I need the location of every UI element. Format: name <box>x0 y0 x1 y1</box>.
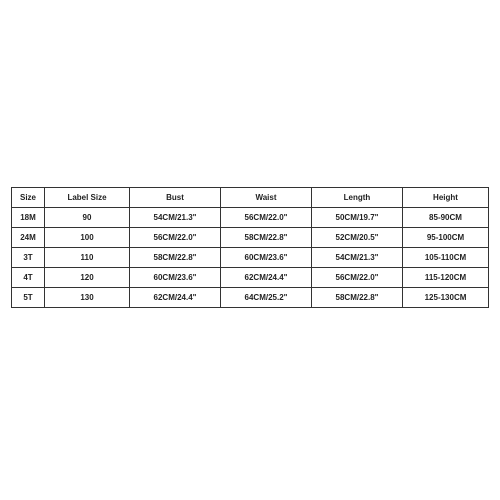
cell-height: 125-130CM <box>403 288 489 308</box>
cell-height: 115-120CM <box>403 268 489 288</box>
cell-size: 3T <box>12 248 45 268</box>
cell-waist: 58CM/22.8" <box>221 228 312 248</box>
header-waist: Waist <box>221 188 312 208</box>
cell-label-size: 100 <box>45 228 130 248</box>
table-row <box>12 288 489 308</box>
header-row <box>12 188 489 208</box>
table-row <box>12 228 489 248</box>
cell-length: 58CM/22.8" <box>312 288 403 308</box>
cell-height: 95-100CM <box>403 228 489 248</box>
cell-size: 24M <box>12 228 45 248</box>
cell-length: 50CM/19.7" <box>312 208 403 228</box>
table-row <box>12 268 489 288</box>
cell-label-size: 120 <box>45 268 130 288</box>
cell-waist: 64CM/25.2" <box>221 288 312 308</box>
cell-length: 52CM/20.5" <box>312 228 403 248</box>
cell-bust: 56CM/22.0" <box>130 228 221 248</box>
cell-length: 56CM/22.0" <box>312 268 403 288</box>
cell-bust: 54CM/21.3" <box>130 208 221 228</box>
size-chart-table <box>11 187 489 308</box>
table-row <box>12 248 489 268</box>
cell-size: 5T <box>12 288 45 308</box>
cell-waist: 62CM/24.4" <box>221 268 312 288</box>
cell-height: 105-110CM <box>403 248 489 268</box>
cell-height: 85-90CM <box>403 208 489 228</box>
cell-bust: 58CM/22.8" <box>130 248 221 268</box>
cell-size: 4T <box>12 268 45 288</box>
header-label-size: Label Size <box>45 188 130 208</box>
cell-label-size: 110 <box>45 248 130 268</box>
cell-bust: 62CM/24.4" <box>130 288 221 308</box>
cell-size: 18M <box>12 208 45 228</box>
cell-waist: 56CM/22.0" <box>221 208 312 228</box>
header-length: Length <box>312 188 403 208</box>
cell-length: 54CM/21.3" <box>312 248 403 268</box>
header-height: Height <box>403 188 489 208</box>
table-row <box>12 208 489 228</box>
cell-bust: 60CM/23.6" <box>130 268 221 288</box>
cell-label-size: 130 <box>45 288 130 308</box>
cell-label-size: 90 <box>45 208 130 228</box>
header-size: Size <box>12 188 45 208</box>
header-bust: Bust <box>130 188 221 208</box>
cell-waist: 60CM/23.6" <box>221 248 312 268</box>
